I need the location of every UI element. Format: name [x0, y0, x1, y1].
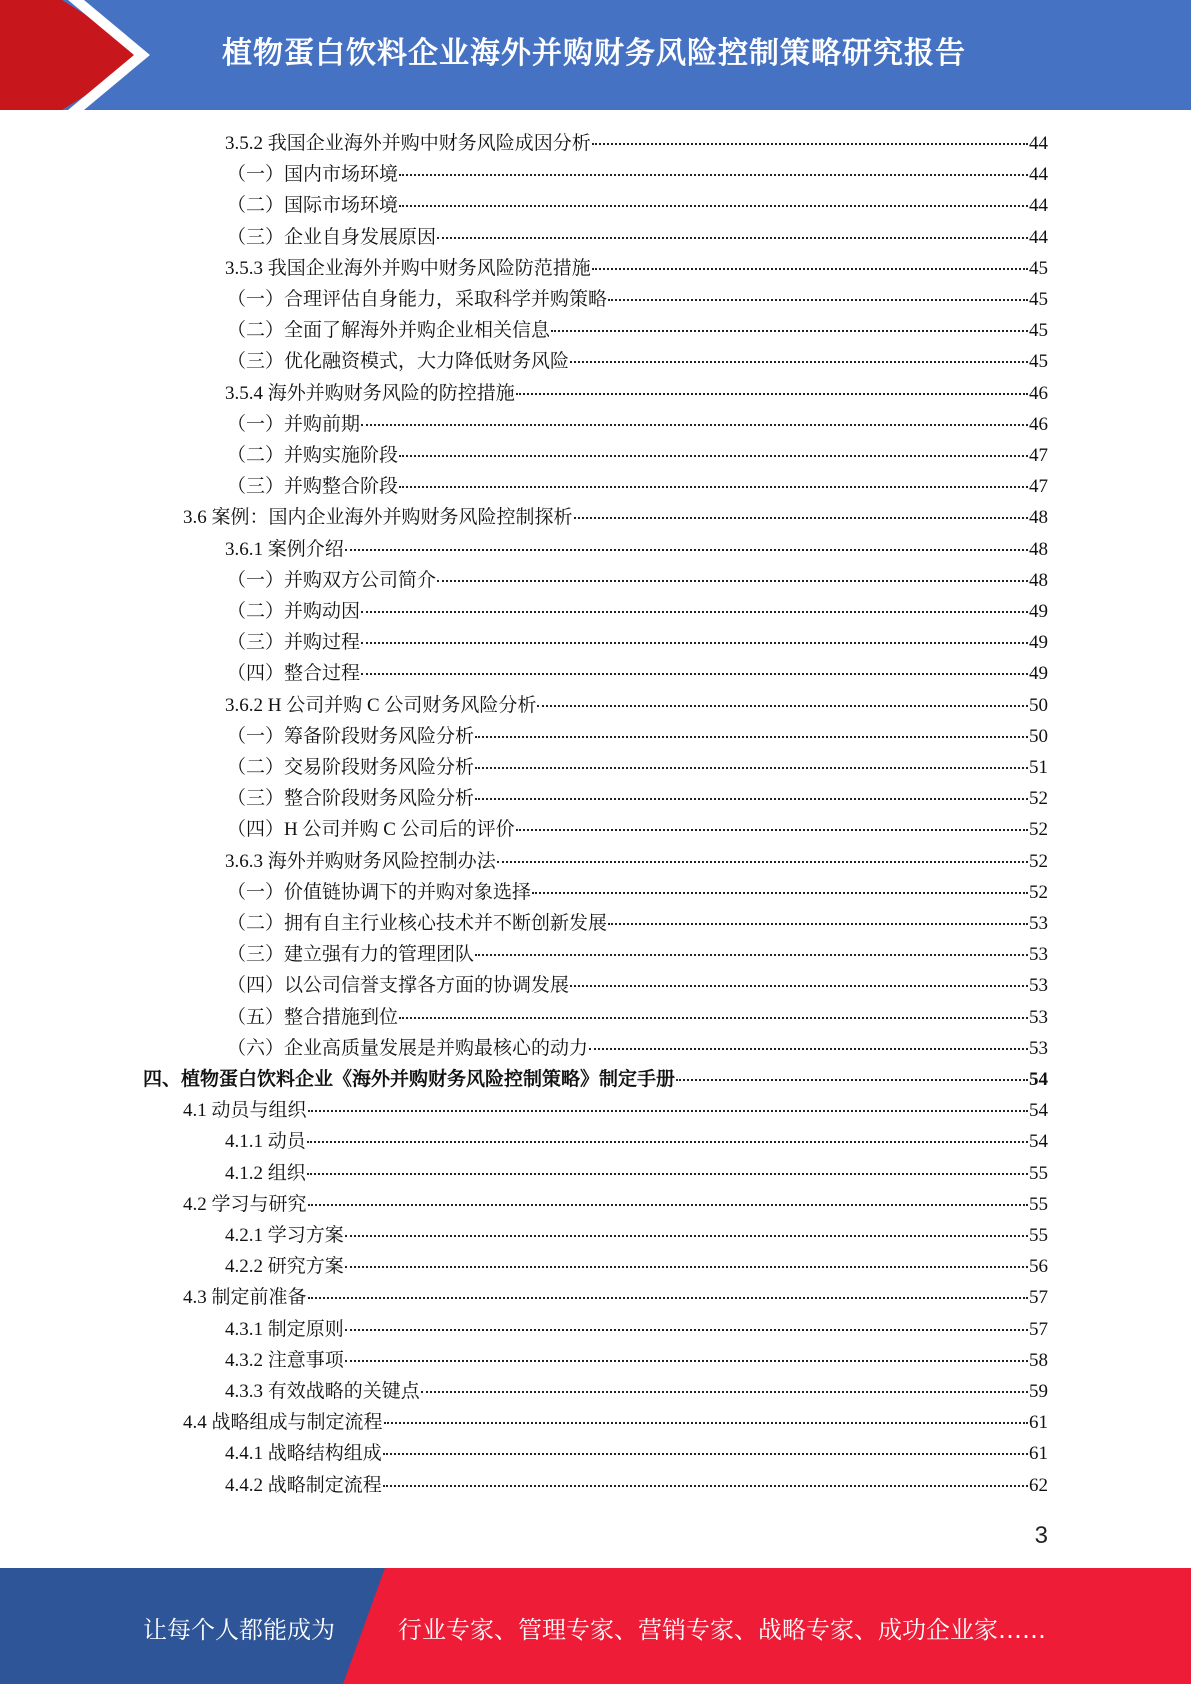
toc-entry-label: 4.2.2 研究方案	[225, 1256, 344, 1278]
toc-entry[interactable]	[227, 908, 1048, 939]
toc-entry-label: （一）筹备阶段财务风险分析	[227, 725, 475, 747]
toc-entry-page: 55	[1029, 1162, 1048, 1184]
toc-entry-label: （三）并购过程	[227, 632, 361, 654]
toc-entry-page: 51	[1029, 757, 1048, 778]
toc-entry[interactable]	[225, 1220, 1048, 1251]
toc-entry-label: （二）并购动因	[227, 601, 361, 622]
toc-dot-leader	[307, 1141, 1028, 1143]
toc-dot-leader	[532, 892, 1028, 894]
toc-dot-leader	[399, 174, 1028, 176]
toc-dot-leader	[592, 143, 1028, 145]
page-number: 3	[1034, 1522, 1048, 1549]
toc-entry[interactable]	[227, 783, 1048, 814]
toc-entry-page: 44	[1029, 195, 1048, 217]
toc-entry[interactable]	[225, 378, 1048, 409]
toc-entry-label: （二）拥有自主行业核心技术并不断创新发展	[227, 913, 608, 934]
toc-entry-page: 45	[1029, 257, 1048, 279]
toc-entry-page: 52	[1029, 881, 1048, 903]
toc-entry-label: 4.1 动员与组织	[183, 1100, 307, 1122]
toc-entry[interactable]	[225, 1376, 1048, 1407]
toc-entry-page: 45	[1029, 289, 1048, 310]
toc-entry-page: 48	[1029, 538, 1048, 560]
toc-entry-page: 53	[1029, 944, 1048, 966]
toc-dot-leader	[608, 299, 1028, 301]
toc-entry-label: （四）整合过程	[227, 663, 361, 685]
toc-entry-label: 4.4.2 战略制定流程	[225, 1474, 382, 1496]
toc-entry-label: （二）交易阶段财务风险分析	[227, 757, 475, 778]
toc-entry[interactable]	[225, 846, 1048, 877]
toc-entry-label: （二）并购实施阶段	[227, 445, 399, 466]
toc-entry[interactable]	[227, 658, 1048, 689]
toc-dot-leader	[475, 767, 1028, 769]
toc-entry[interactable]	[227, 315, 1048, 346]
toc-entry[interactable]	[227, 627, 1048, 658]
toc-entry-label: 4.2.1 学习方案	[225, 1225, 344, 1246]
toc-entry[interactable]	[225, 1470, 1048, 1501]
toc-entry-label: （一）合理评估自身能力，采取科学并购策略	[227, 289, 608, 310]
toc-entry-page: 52	[1029, 819, 1048, 841]
toc-entry-page: 45	[1029, 320, 1048, 342]
toc-entry-label: 3.6.3 海外并购财务风险控制办法	[225, 850, 496, 872]
toc-dot-leader	[551, 330, 1028, 332]
toc-entry[interactable]	[183, 1282, 1048, 1313]
toc-entry[interactable]	[227, 939, 1048, 970]
toc-entry[interactable]	[225, 1345, 1048, 1376]
toc-dot-leader	[475, 798, 1028, 800]
toc-entry-page: 49	[1029, 601, 1048, 622]
toc-entry[interactable]	[227, 190, 1048, 221]
report-title: 植物蛋白饮料企业海外并购财务风险控制策略研究报告	[222, 36, 966, 71]
toc-entry-page: 49	[1029, 632, 1048, 654]
toc-dot-leader	[399, 486, 1028, 488]
footer-slogan-right: 行业专家、管理专家、营销专家、战略专家、成功企业家……	[398, 1616, 1046, 1644]
toc-dot-leader	[345, 1360, 1028, 1362]
toc-dot-leader	[361, 642, 1028, 644]
toc-entry[interactable]	[225, 1314, 1048, 1345]
toc-entry-label: （五）整合措施到位	[227, 1006, 399, 1028]
toc-entry-label: 4.3.3 有效战略的关键点	[225, 1381, 420, 1402]
toc-dot-leader	[437, 580, 1028, 582]
toc-entry-page: 54	[1029, 1131, 1048, 1153]
toc-entry[interactable]	[183, 1407, 1048, 1438]
toc-dot-leader	[437, 237, 1028, 239]
toc-entry-label: （四）以公司信誉支撑各方面的协调发展	[227, 975, 570, 997]
toc-entry-page: 54	[1029, 1100, 1048, 1122]
toc-dot-leader	[497, 861, 1028, 863]
toc-dot-leader	[383, 1485, 1028, 1487]
toc-dot-leader	[345, 549, 1028, 551]
toc-dot-leader	[399, 205, 1028, 207]
toc-entry[interactable]	[183, 1189, 1048, 1220]
toc-entry-label: 4.4 战略组成与制定流程	[183, 1412, 383, 1434]
toc-entry-label: （三）企业自身发展原因	[227, 226, 437, 248]
toc-entry-label: （一）国内市场环境	[227, 164, 399, 186]
toc-entry-page: 53	[1029, 1037, 1048, 1059]
toc-entry[interactable]	[227, 222, 1048, 253]
toc-entry-label: 3.5.2 我国企业海外并购中财务风险成因分析	[225, 133, 591, 154]
toc-entry-label: 4.3.1 制定原则	[225, 1318, 344, 1340]
toc-dot-leader	[475, 736, 1028, 738]
toc-entry-page: 58	[1029, 1349, 1048, 1371]
toc-entry-page: 50	[1029, 694, 1048, 716]
toc-entry-page: 62	[1029, 1474, 1048, 1496]
toc-dot-leader	[308, 1110, 1028, 1112]
toc-entry-label: 4.1.1 动员	[225, 1131, 306, 1153]
toc-dot-leader	[676, 1079, 1028, 1081]
toc-entry-label: 4.1.2 组织	[225, 1162, 306, 1184]
toc-entry-label: 3.6 案例：国内企业海外并购财务风险控制探析	[183, 507, 573, 529]
toc-entry[interactable]	[227, 440, 1048, 471]
toc-entry-page: 56	[1029, 1256, 1048, 1278]
toc-entry[interactable]	[183, 502, 1048, 533]
toc-entry[interactable]	[227, 721, 1048, 752]
toc-entry[interactable]	[227, 471, 1048, 502]
toc-entry-page: 48	[1029, 569, 1048, 591]
toc-entry-label: 3.6.1 案例介绍	[225, 538, 344, 560]
toc-entry-page: 59	[1029, 1381, 1048, 1402]
header-banner	[0, 0, 1191, 110]
toc-entry[interactable]	[227, 159, 1048, 190]
toc-dot-leader	[516, 393, 1028, 395]
toc-entry-page: 46	[1029, 413, 1048, 435]
toc-entry-page: 55	[1029, 1193, 1048, 1215]
toc-dot-leader	[345, 1329, 1028, 1331]
toc-dot-leader	[537, 705, 1028, 707]
toc-entry-page: 50	[1029, 725, 1048, 747]
toc-dot-leader	[361, 424, 1028, 426]
toc-entry-page: 45	[1029, 351, 1048, 373]
toc-entry[interactable]	[227, 409, 1048, 440]
toc-entry-page: 52	[1029, 850, 1048, 872]
toc-entry[interactable]	[225, 1126, 1048, 1157]
toc-dot-leader	[361, 611, 1028, 613]
toc-entry-page: 61	[1029, 1412, 1048, 1434]
toc-entry-page: 46	[1029, 382, 1048, 404]
toc-entry-page: 47	[1029, 445, 1048, 466]
toc-dot-leader	[399, 1017, 1028, 1019]
toc-entry[interactable]	[143, 1064, 1048, 1095]
toc-entry-page: 57	[1029, 1287, 1048, 1309]
toc-entry-label: 4.2 学习与研究	[183, 1193, 307, 1215]
toc-entry[interactable]	[225, 253, 1048, 284]
toc-entry-label: （一）价值链协调下的并购对象选择	[227, 881, 532, 903]
toc-entry[interactable]	[225, 690, 1048, 721]
toc-entry[interactable]	[227, 1033, 1048, 1064]
toc-dot-leader	[308, 1204, 1028, 1206]
toc-entry-page: 49	[1029, 663, 1048, 685]
toc-entry-page: 61	[1029, 1443, 1048, 1465]
toc-entry[interactable]	[227, 565, 1048, 596]
toc-entry-page: 53	[1029, 913, 1048, 934]
toc-entry-label: 四、植物蛋白饮料企业《海外并购财务风险控制策略》制定手册	[143, 1069, 676, 1090]
toc-entry-label: 4.3.2 注意事项	[225, 1349, 344, 1371]
toc-entry[interactable]	[225, 1438, 1048, 1469]
toc-entry-label: 3.5.3 我国企业海外并购中财务风险防范措施	[225, 257, 591, 279]
toc-entry[interactable]	[227, 814, 1048, 845]
toc-entry-label: （一）并购双方公司简介	[227, 569, 437, 591]
toc-entry-page: 53	[1029, 975, 1048, 997]
toc-entry-label: （三）建立强有力的管理团队	[227, 944, 475, 966]
toc-dot-leader	[384, 1422, 1028, 1424]
toc-entry[interactable]	[225, 128, 1048, 159]
toc-entry[interactable]	[183, 1095, 1048, 1126]
footer-slogan-left: 让每个人都能成为	[143, 1616, 335, 1644]
toc-entry-label: （二）全面了解海外并购企业相关信息	[227, 320, 551, 342]
toc-entry-label: （三）优化融资模式，大力降低财务风险	[227, 351, 570, 373]
toc-entry[interactable]	[227, 877, 1048, 908]
toc-entry-label: （四）H 公司并购 C 公司后的评价	[227, 819, 515, 841]
toc-dot-leader	[475, 954, 1028, 956]
toc-entry-label: 4.4.1 战略结构组成	[225, 1443, 382, 1465]
toc-dot-leader	[570, 361, 1028, 363]
toc-dot-leader	[383, 1453, 1028, 1455]
toc-dot-leader	[399, 455, 1028, 457]
toc-dot-leader	[516, 829, 1028, 831]
toc-entry-page: 52	[1029, 788, 1048, 810]
toc-entry-label: 4.3 制定前准备	[183, 1287, 307, 1309]
toc-entry[interactable]	[227, 284, 1048, 315]
toc-entry[interactable]	[225, 1251, 1048, 1282]
toc-entry-page: 44	[1029, 164, 1048, 186]
toc-entry-label: （六）企业高质量发展是并购最核心的动力	[227, 1037, 589, 1059]
toc-dot-leader	[345, 1235, 1028, 1237]
toc-entry-page: 47	[1029, 476, 1048, 498]
toc-entry-page: 54	[1029, 1069, 1048, 1090]
toc-dot-leader	[308, 1297, 1028, 1299]
toc-entry-page: 48	[1029, 507, 1048, 529]
toc-entry[interactable]	[225, 534, 1048, 565]
toc-entry-label: （二）国际市场环境	[227, 195, 399, 217]
toc-entry-page: 55	[1029, 1225, 1048, 1246]
header-arrow-decoration	[0, 0, 160, 110]
toc-entry-label: 3.5.4 海外并购财务风险的防控措施	[225, 382, 515, 404]
toc-dot-leader	[345, 1266, 1028, 1268]
toc-dot-leader	[421, 1391, 1028, 1393]
toc-entry-page: 53	[1029, 1006, 1048, 1028]
toc-dot-leader	[361, 673, 1028, 675]
toc-entry-page: 44	[1029, 226, 1048, 248]
toc-dot-leader	[570, 985, 1028, 987]
toc-dot-leader	[307, 1173, 1028, 1175]
toc-dot-leader	[608, 923, 1028, 925]
toc-entry[interactable]	[227, 1002, 1048, 1033]
toc-entry[interactable]	[227, 752, 1048, 783]
toc-entry-page: 44	[1029, 133, 1048, 154]
toc-entry-page: 57	[1029, 1318, 1048, 1340]
toc-entry-label: 3.6.2 H 公司并购 C 公司财务风险分析	[225, 694, 537, 716]
toc-entry[interactable]	[227, 596, 1048, 627]
toc-dot-leader	[589, 1048, 1028, 1050]
toc-entry-label: （三）整合阶段财务风险分析	[227, 788, 475, 810]
toc-entry[interactable]	[225, 1158, 1048, 1189]
toc-entry[interactable]	[227, 346, 1048, 377]
toc-dot-leader	[574, 517, 1028, 519]
toc-entry-label: （三）并购整合阶段	[227, 476, 399, 498]
footer-banner	[0, 1568, 1191, 1684]
toc-entry[interactable]	[227, 970, 1048, 1001]
toc-dot-leader	[592, 268, 1028, 270]
toc-entry-label: （一）并购前期	[227, 413, 361, 435]
